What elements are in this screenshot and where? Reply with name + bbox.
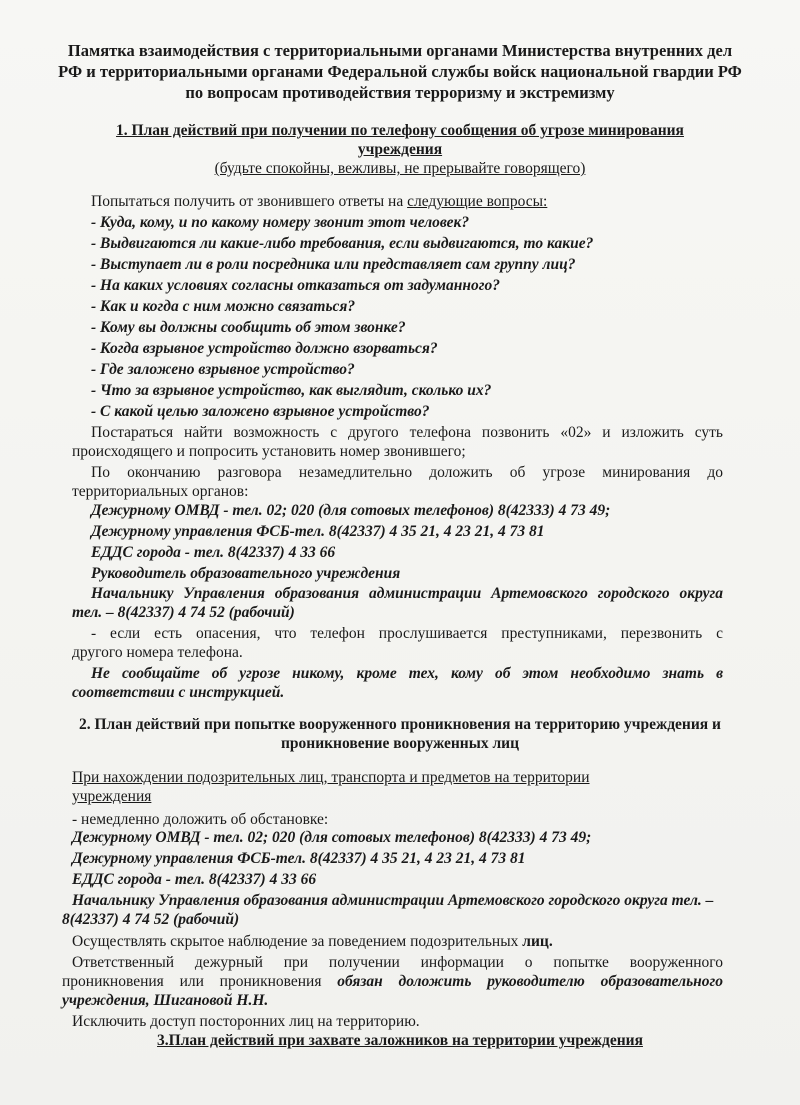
report-intro: - немедленно доложить об обстановке: (72, 811, 329, 828)
questions-list (91, 212, 593, 422)
list-item: - Выдвигаются ли какие-либо требования, если выдвигаются, то какие? (91, 235, 594, 252)
contacts-list-2 (72, 827, 591, 890)
section1-heading-line1: 1. План действий при получении по телефону сообщения об угрозе минирования (116, 122, 684, 139)
duty-line2-text: проникновения или проникновения (62, 973, 338, 990)
section1-heading-line2: учреждения (357, 141, 443, 158)
section2-head-dept-line2: 8(42337) 4 74 52 (рабочий) (62, 911, 240, 928)
tap-paragraph-line2: другого номера телефона. (72, 644, 243, 661)
head-dept-line2: тел. – 8(42337) 4 74 52 (рабочий) (72, 604, 295, 621)
observe-bold-text: лиц. (522, 933, 553, 950)
call-paragraph-line2: происходящего и попросить установить номер звонившего; (72, 443, 466, 460)
section2-head-dept-line1: Начальнику Управления образования администрации Артемовского городского округа тел. – (72, 892, 714, 909)
report-paragraph-line1: По окончанию разговора незамедлительно доложить об угрозе минирования до (91, 464, 723, 481)
list-item: - Кому вы должны сообщить об этом звонке? (91, 319, 406, 336)
warning-line1: Не сообщайте об угрозе никому, кроме тех, кому об этом необходимо знать в (91, 665, 723, 682)
list-item: Дежурному ОМВД - тел. 02; 020 (для сотовых телефонов) 8(42333) 4 73 49; (91, 502, 611, 519)
head-dept-line1: Начальнику Управления образования администрации Артемовского городского округа (91, 585, 723, 602)
duty-line2-emphasis: обязан доложить руководителю образовательного (337, 973, 723, 990)
list-item: Дежурному ОМВД - тел. 02; 020 (для сотовых телефонов) 8(42333) 4 73 49; (72, 829, 592, 846)
list-item: Дежурному управления ФСБ-тел. 8(42337) 4 35 21, 4 23 21, 4 73 81 (72, 850, 526, 867)
call-paragraph-line1: Постараться найти возможность с другого телефона позвонить «02» и изложить суть (91, 424, 723, 441)
list-item: Дежурному управления ФСБ-тел. 8(42337) 4 35 21, 4 23 21, 4 73 81 (91, 523, 545, 540)
duty-paragraph-line2 (62, 972, 723, 991)
section2-heading-line2: проникновение вооруженных лиц (280, 735, 520, 752)
section2-sub-line1: При нахождении подозрительных лиц, транспорта и предметов на территории (72, 769, 590, 786)
duty-paragraph-line1: Ответственный дежурный при получении информации о попытке вооруженного (72, 954, 723, 971)
contacts-list-1 (91, 500, 610, 584)
observe-text: Осуществлять скрытое наблюдение за поведением подозрительных (72, 933, 523, 950)
questions-intro (91, 192, 547, 211)
list-item: - Куда, кому, и по какому номеру звонит этот человек? (91, 214, 470, 231)
list-item: Руководитель образовательного учреждения (91, 565, 401, 582)
report-paragraph-line2: территориальных органов: (72, 483, 249, 500)
questions-intro-text: Попытаться получить от звонившего ответы на (91, 193, 408, 210)
list-item: - Выступает ли в роли посредника или представляет сам группу лиц? (91, 256, 576, 273)
list-item: - Что за взрывное устройство, как выглядит, сколько их? (91, 382, 492, 399)
warning-line2: соответствии с инструкцией. (72, 684, 285, 701)
list-item: - На каких условиях согласны отказаться от задуманного? (91, 277, 500, 294)
section1-subheading: (будьте спокойны, вежливы, не прерывайте говорящего) (214, 160, 586, 177)
observe-paragraph (72, 932, 553, 951)
section2-heading-line1: 2. План действий при попытке вооруженного проникновения на территорию учреждения и (79, 716, 721, 733)
list-item: - Как и когда с ним можно связаться? (91, 298, 356, 315)
list-item: ЕДДС города - тел. 8(42337) 4 33 66 (72, 871, 317, 888)
tap-paragraph-line1: - если есть опасения, что телефон прослушивается преступниками, перезвонить с (91, 625, 723, 642)
exclude-paragraph: Исключить доступ посторонних лиц на территорию. (72, 1013, 420, 1030)
list-item: - Где заложено взрывное устройство? (91, 361, 355, 378)
list-item: - Когда взрывное устройство должно взорваться? (91, 340, 438, 357)
list-item: ЕДДС города - тел. 8(42337) 4 33 66 (91, 544, 336, 561)
section3-heading: 3.План действий при захвате заложников на территории учреждения (157, 1032, 643, 1049)
section2-sub-line2: учреждения (72, 788, 152, 805)
duty-paragraph-line3: учреждения, Шигановой Н.Н. (62, 992, 269, 1009)
questions-intro-underlined: следующие вопросы: (407, 193, 548, 210)
list-item: - С какой целью заложено взрывное устройство? (91, 403, 430, 420)
document-title: Памятка взаимодействия с территориальными органами Министерства внутренних дел РФ и территориальными органами Федеральной службы войск национальной гвардии РФ по вопросам противодействия терроризму и экстремизму (58, 41, 742, 102)
